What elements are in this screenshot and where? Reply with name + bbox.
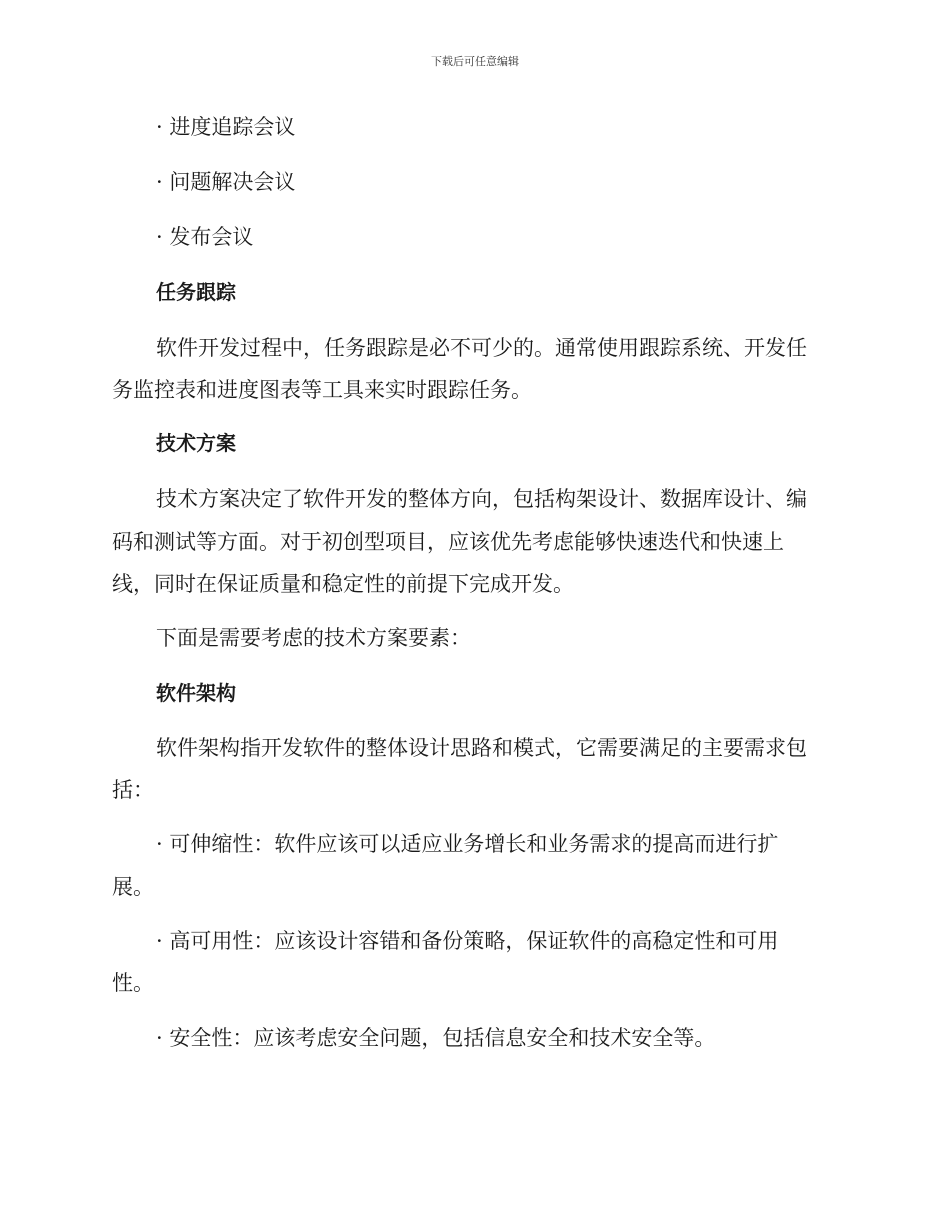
paragraph-architecture-line-1: 软件架构指开发软件的整体设计思路和模式，它需要满足的主要需求包 (156, 736, 807, 760)
bullet-item-progress-meeting: · 进度追踪会议 (156, 115, 296, 139)
section-heading-tech-plan: 技术方案 (156, 431, 236, 455)
section-heading-task-tracking: 任务跟踪 (156, 280, 236, 304)
paragraph-tech-plan-line-1: 技术方案决定了软件开发的整体方向，包括构架设计、数据库设计、编 (156, 487, 807, 511)
paragraph-task-tracking-line-1: 软件开发过程中，任务跟踪是必不可少的。通常使用跟踪系统、开发任 (156, 336, 807, 360)
bullet-scalability-line-1: · 可伸缩性：软件应该可以适应业务增长和业务需求的提高而进行扩 (156, 832, 779, 856)
bullet-scalability-line-2: 展。 (112, 875, 154, 899)
paragraph-tech-plan-intro: 下面是需要考虑的技术方案要素： (156, 626, 471, 650)
bullet-availability-line-2: 性。 (112, 971, 154, 995)
page-header: 下载后可任意编辑 (431, 55, 519, 68)
section-heading-software-architecture: 软件架构 (156, 681, 236, 705)
paragraph-tech-plan-line-2: 码和测试等方面。对于初创型项目，应该优先考虑能够快速迭代和快速上 (112, 530, 784, 554)
bullet-item-issue-meeting: · 问题解决会议 (156, 170, 296, 194)
bullet-availability-line-1: · 高可用性：应该设计容错和备份策略，保证软件的高稳定性和可用 (156, 929, 779, 953)
paragraph-task-tracking-line-2: 务监控表和进度图表等工具来实时跟踪任务。 (112, 378, 532, 402)
paragraph-architecture-line-2: 括： (112, 778, 154, 802)
paragraph-tech-plan-line-3: 线，同时在保证质量和稳定性的前提下完成开发。 (112, 572, 574, 596)
bullet-security-line-1: · 安全性：应该考虑安全问题，包括信息安全和技术安全等。 (156, 1026, 716, 1050)
bullet-item-release-meeting: · 发布会议 (156, 225, 254, 249)
